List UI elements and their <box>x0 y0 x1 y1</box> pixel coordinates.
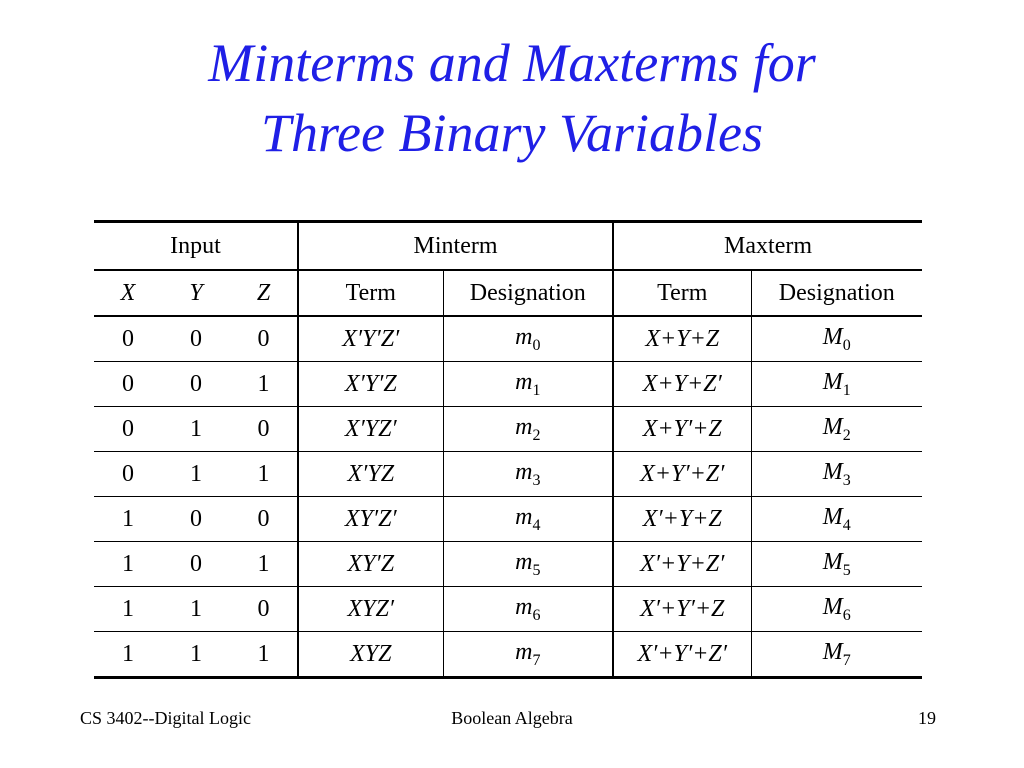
minterm-maxterm-table <box>94 220 922 679</box>
maxterm-symbol: M <box>822 368 843 395</box>
slide-title <box>0 28 1024 168</box>
cell-z: 0 <box>257 325 270 352</box>
minterm-symbol: m <box>515 638 533 665</box>
maxterm-symbol: M <box>822 638 843 665</box>
cell-y: 0 <box>190 325 202 352</box>
cell-x: 0 <box>94 362 162 407</box>
cell-z: 1 <box>230 542 298 587</box>
column-header-minterm-designation: Designation <box>443 270 613 316</box>
maxterm-index: 0 <box>842 336 851 354</box>
cell-minterm-designation <box>443 632 613 678</box>
table-row <box>94 587 922 632</box>
cell-minterm: X′YZ <box>298 452 443 497</box>
maxterm-index: 4 <box>842 516 851 534</box>
cell-y: 0 <box>162 497 230 542</box>
maxterm-index: 7 <box>842 651 851 669</box>
cell-minterm: X′Y′Z <box>298 362 443 407</box>
cell-maxterm: X+Y′+Z <box>613 407 751 452</box>
cell-maxterm: X+Y+Z <box>613 316 751 362</box>
group-header-input: Input <box>94 222 298 271</box>
cell-maxterm-designation <box>751 407 922 452</box>
column-header-z: Z <box>230 270 298 316</box>
minterm-index: 2 <box>532 426 541 444</box>
minterm-index: 5 <box>532 561 541 579</box>
table-body <box>94 316 922 678</box>
cell-minterm-designation <box>443 452 613 497</box>
cell-maxterm-designation <box>751 542 922 587</box>
cell-minterm-designation <box>443 362 613 407</box>
cell-maxterm-designation <box>751 497 922 542</box>
maxterm-symbol: M <box>822 593 843 620</box>
minterm-index: 4 <box>532 516 541 534</box>
maxterm-symbol: M <box>822 503 843 530</box>
maxterm-index: 6 <box>842 606 851 624</box>
maxterm-index: 1 <box>842 381 851 399</box>
column-header-y: Y <box>162 270 230 316</box>
cell-maxterm: X+Y′+Z′ <box>613 452 751 497</box>
cell-maxterm: X′+Y+Z <box>613 497 751 542</box>
minterm-symbol: m <box>515 413 533 440</box>
cell-maxterm: X+Y+Z′ <box>613 362 751 407</box>
table-row <box>94 316 922 362</box>
footer-course: CS 3402--Digital Logic <box>80 708 251 728</box>
cell-z: 0 <box>230 587 298 632</box>
minterm-index: 7 <box>532 651 541 669</box>
cell-minterm: X′Y′Z′ <box>298 316 443 362</box>
cell-maxterm-designation <box>751 362 922 407</box>
cell-minterm-designation <box>443 542 613 587</box>
cell-maxterm-designation <box>751 316 922 362</box>
minterm-index: 6 <box>532 606 541 624</box>
column-header-minterm-term: Term <box>298 270 443 316</box>
minterm-symbol: m <box>515 593 533 620</box>
cell-z: 0 <box>230 407 298 452</box>
column-header-maxterm-term: Term <box>613 270 751 316</box>
maxterm-symbol: M <box>822 323 843 350</box>
cell-y: 0 <box>162 362 230 407</box>
cell-y: 1 <box>162 587 230 632</box>
cell-z: 1 <box>230 452 298 497</box>
maxterm-symbol: M <box>822 548 843 575</box>
minterm-index: 0 <box>532 336 541 354</box>
cell-maxterm-designation <box>751 632 922 678</box>
cell-minterm: XYZ <box>298 632 443 678</box>
cell-minterm-designation <box>443 407 613 452</box>
maxterm-index: 5 <box>842 561 851 579</box>
cell-minterm: XY′Z′ <box>298 497 443 542</box>
cell-minterm: X′YZ′ <box>298 407 443 452</box>
table-row <box>94 632 922 678</box>
maxterm-index: 3 <box>842 471 851 489</box>
cell-z: 1 <box>230 632 298 678</box>
cell-maxterm: X′+Y+Z′ <box>613 542 751 587</box>
table-row <box>94 407 922 452</box>
table-row <box>94 497 922 542</box>
cell-z: 1 <box>230 362 298 407</box>
cell-y: 0 <box>162 542 230 587</box>
cell-x: 1 <box>94 632 162 678</box>
maxterm-symbol: M <box>822 413 843 440</box>
title-line-1: Minterms and Maxterms for <box>208 33 816 93</box>
cell-x: 0 <box>94 452 162 497</box>
minterm-symbol: m <box>515 548 533 575</box>
minterm-index: 3 <box>532 471 541 489</box>
minterm-symbol: m <box>515 503 533 530</box>
group-header-row <box>94 222 922 271</box>
table-row <box>94 362 922 407</box>
column-header-row <box>94 270 922 316</box>
maxterm-index: 2 <box>842 426 851 444</box>
cell-y: 1 <box>162 407 230 452</box>
minterm-symbol: m <box>515 368 533 395</box>
title-line-2: Three Binary Variables <box>261 103 763 163</box>
cell-y: 1 <box>162 632 230 678</box>
cell-x: 1 <box>94 542 162 587</box>
maxterm-symbol: M <box>822 458 843 485</box>
cell-maxterm-designation <box>751 452 922 497</box>
cell-x: 1 <box>94 587 162 632</box>
cell-x: 0 <box>122 325 134 352</box>
column-header-maxterm-designation: Designation <box>751 270 922 316</box>
column-header-x: X <box>94 270 162 316</box>
cell-x: 0 <box>94 407 162 452</box>
footer-topic: Boolean Algebra <box>451 708 573 728</box>
group-header-minterm: Minterm <box>298 222 613 271</box>
minterm-index: 1 <box>532 381 541 399</box>
cell-minterm: XYZ′ <box>298 587 443 632</box>
cell-minterm-designation <box>443 587 613 632</box>
minterm-symbol: m <box>515 323 533 350</box>
minterm-symbol: m <box>515 458 533 485</box>
cell-minterm-designation <box>443 497 613 542</box>
cell-minterm-designation <box>443 316 613 362</box>
cell-maxterm: X′+Y′+Z <box>613 587 751 632</box>
group-header-maxterm: Maxterm <box>613 222 922 271</box>
table-row <box>94 452 922 497</box>
cell-y: 1 <box>162 452 230 497</box>
cell-maxterm-designation <box>751 587 922 632</box>
cell-z: 0 <box>230 497 298 542</box>
cell-minterm: XY′Z <box>298 542 443 587</box>
cell-x: 1 <box>94 497 162 542</box>
table-row <box>94 542 922 587</box>
cell-maxterm: X′+Y′+Z′ <box>613 632 751 678</box>
footer-page-number: 19 <box>918 708 936 728</box>
